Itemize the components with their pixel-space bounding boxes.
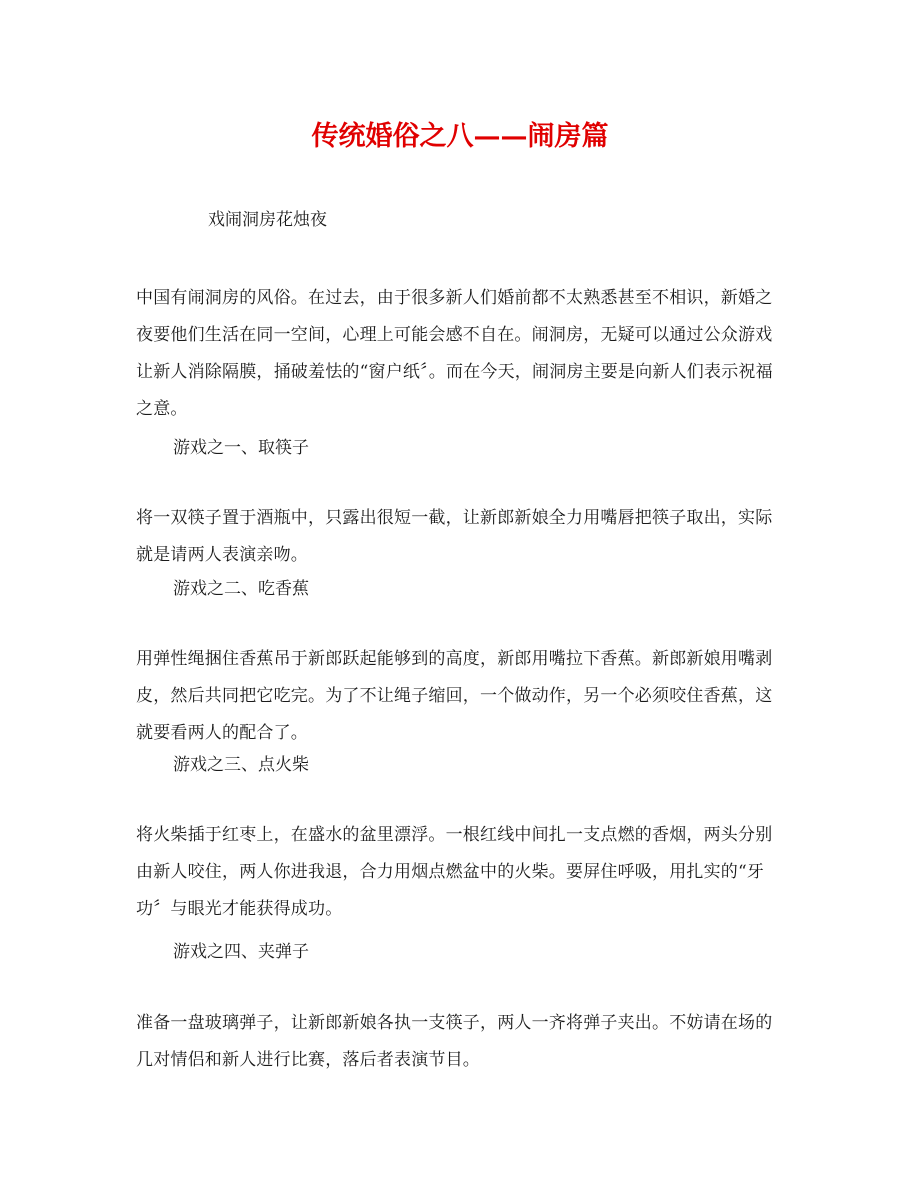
game-2-text: 用弹性绳捆住香蕉吊于新郎跃起能够到的高度，新郎用嘴拉下香蕉。新郎新娘用嘴剥皮，然后共同把它吃完。为了不让绳子缩回，一个做动作，另一个必须咬住香蕉，这就要看两人的配合了。: [136, 649, 773, 743]
document-title: 传统婚俗之八——闹房篇: [311, 121, 609, 152]
game-1-heading: 游戏之一、取筷子: [173, 438, 309, 458]
game-1-text: 将一双筷子置于酒瓶中，只露出很短一截，让新郎新娘全力用嘴唇把筷子取出，实际就是请两人表演亲吻。: [136, 508, 773, 565]
game-4-text: 准备一盘玻璃弹子，让新郎新娘各执一支筷子，两人一齐将弹子夹出。不妨请在场的几对情侣和新人进行比赛，落后者表演节目。: [136, 1013, 773, 1070]
document-subtitle: 戏闹洞房花烛夜: [208, 210, 327, 230]
game-3-heading: 游戏之三、点火柴: [173, 755, 309, 775]
intro-paragraph: 中国有闹洞房的风俗。在过去，由于很多新人们婚前都不太熟悉甚至不相识，新婚之夜要他们生活在同一空间，心理上可能会感不自在。闹洞房，无疑可以通过公众游戏让新人消除隔膜，捅破羞怯的“窗户纸〞。而在今天，闹洞房主要是向新人们表示祝福之意。: [136, 288, 773, 419]
game-4-heading: 游戏之四、夹弹子: [173, 942, 309, 962]
game-3-text: 将火柴插于红枣上，在盛水的盆里漂浮。一根红线中间扎一支点燃的香烟，两头分别由新人咬住，两人你进我退，合力用烟点燃盆中的火柴。要屏住呼吸，用扎实的“牙功〞与眼光才能获得成功。: [136, 825, 773, 919]
game-2-heading: 游戏之二、吃香蕉: [173, 579, 309, 599]
